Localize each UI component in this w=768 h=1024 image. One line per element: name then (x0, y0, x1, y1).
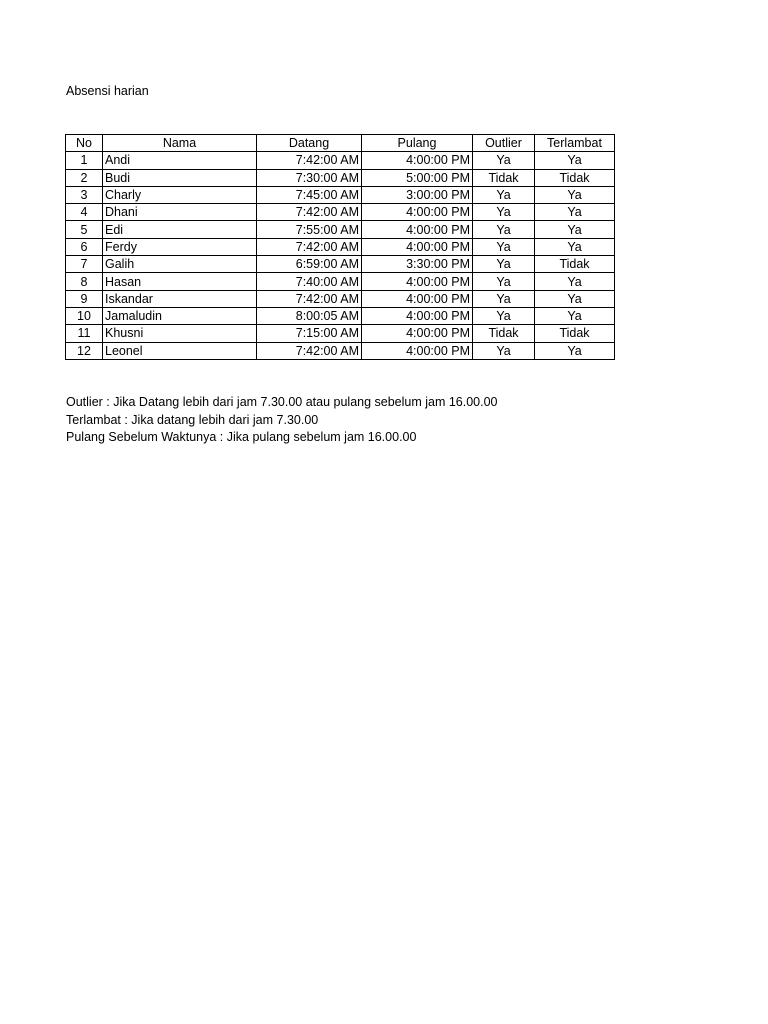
cell-terlambat: Tidak (535, 169, 615, 186)
cell-terlambat: Ya (535, 152, 615, 169)
table-row (66, 152, 615, 169)
cell-terlambat: Tidak (535, 325, 615, 342)
cell-outlier: Ya (473, 290, 535, 307)
cell-no: 3 (66, 186, 103, 203)
table-header-row (66, 135, 615, 152)
cell-terlambat: Ya (535, 238, 615, 255)
cell-outlier: Ya (473, 204, 535, 221)
cell-datang: 7:42:00 AM (257, 342, 362, 359)
cell-no: 4 (66, 204, 103, 221)
cell-datang: 7:42:00 AM (257, 204, 362, 221)
cell-outlier: Ya (473, 238, 535, 255)
cell-outlier: Ya (473, 307, 535, 324)
cell-no: 12 (66, 342, 103, 359)
note-terlambat: Terlambat : Jika datang lebih dari jam 7.30.00 (66, 412, 319, 427)
cell-terlambat: Ya (535, 186, 615, 203)
cell-datang: 7:40:00 AM (257, 273, 362, 290)
table-row (66, 273, 615, 290)
cell-nama: Galih (103, 256, 257, 273)
table-row (66, 186, 615, 203)
cell-pulang: 4:00:00 PM (362, 238, 473, 255)
table-row (66, 204, 615, 221)
cell-datang: 7:55:00 AM (257, 221, 362, 238)
cell-datang: 7:30:00 AM (257, 169, 362, 186)
cell-pulang: 4:00:00 PM (362, 307, 473, 324)
table-row (66, 290, 615, 307)
cell-no: 9 (66, 290, 103, 307)
header-outlier: Outlier (473, 135, 535, 152)
cell-no: 5 (66, 221, 103, 238)
table-row (66, 342, 615, 359)
cell-outlier: Ya (473, 342, 535, 359)
cell-datang: 7:15:00 AM (257, 325, 362, 342)
note-pulang-sebelum-waktunya: Pulang Sebelum Waktunya : Jika pulang sebelum jam 16.00.00 (66, 430, 417, 444)
cell-nama: Charly (103, 186, 257, 203)
cell-terlambat: Ya (535, 221, 615, 238)
cell-terlambat: Ya (535, 204, 615, 221)
table-row (66, 221, 615, 238)
cell-no: 2 (66, 169, 103, 186)
cell-no: 11 (66, 325, 103, 342)
attendance-table (65, 134, 615, 360)
cell-outlier: Tidak (473, 169, 535, 186)
cell-pulang: 4:00:00 PM (362, 273, 473, 290)
cell-nama: Khusni (103, 325, 257, 342)
cell-pulang: 5:00:00 PM (362, 169, 473, 186)
table-row (66, 325, 615, 342)
header-no: No (66, 135, 103, 152)
cell-terlambat: Ya (535, 290, 615, 307)
table-row (66, 169, 615, 186)
table-row (66, 256, 615, 273)
header-pulang: Pulang (362, 135, 473, 152)
cell-nama: Andi (103, 152, 257, 169)
cell-datang: 7:42:00 AM (257, 290, 362, 307)
cell-datang: 8:00:05 AM (257, 307, 362, 324)
header-nama: Nama (103, 135, 257, 152)
cell-pulang: 4:00:00 PM (362, 290, 473, 307)
table-row (66, 307, 615, 324)
cell-no: 8 (66, 273, 103, 290)
cell-pulang: 4:00:00 PM (362, 221, 473, 238)
cell-terlambat: Ya (535, 342, 615, 359)
cell-nama: Dhani (103, 204, 257, 221)
note-outlier: Outlier : Jika Datang lebih dari jam 7.30.00 atau pulang sebelum jam 16.00.00 (66, 395, 498, 409)
cell-nama: Jamaludin (103, 307, 257, 324)
cell-nama: Budi (103, 169, 257, 186)
header-datang: Datang (257, 135, 362, 152)
cell-terlambat: Ya (535, 307, 615, 324)
cell-terlambat: Ya (535, 273, 615, 290)
header-terlambat: Terlambat (535, 135, 615, 152)
page-title: Absensi harian (66, 84, 149, 98)
cell-nama: Leonel (103, 342, 257, 359)
cell-pulang: 3:30:00 PM (362, 256, 473, 273)
cell-nama: Ferdy (103, 238, 257, 255)
cell-nama: Iskandar (103, 290, 257, 307)
cell-outlier: Tidak (473, 325, 535, 342)
cell-datang: 6:59:00 AM (257, 256, 362, 273)
notes-section (66, 394, 498, 447)
cell-outlier: Ya (473, 221, 535, 238)
cell-outlier: Ya (473, 256, 535, 273)
cell-pulang: 4:00:00 PM (362, 152, 473, 169)
cell-outlier: Ya (473, 273, 535, 290)
cell-outlier: Ya (473, 152, 535, 169)
cell-outlier: Ya (473, 186, 535, 203)
cell-terlambat: Tidak (535, 256, 615, 273)
cell-no: 10 (66, 307, 103, 324)
cell-nama: Hasan (103, 273, 257, 290)
cell-no: 1 (66, 152, 103, 169)
cell-datang: 7:45:00 AM (257, 186, 362, 203)
cell-pulang: 4:00:00 PM (362, 342, 473, 359)
cell-no: 7 (66, 256, 103, 273)
cell-no: 6 (66, 238, 103, 255)
cell-nama: Edi (103, 221, 257, 238)
cell-datang: 7:42:00 AM (257, 238, 362, 255)
cell-pulang: 4:00:00 PM (362, 204, 473, 221)
cell-pulang: 4:00:00 PM (362, 325, 473, 342)
cell-datang: 7:42:00 AM (257, 152, 362, 169)
cell-pulang: 3:00:00 PM (362, 186, 473, 203)
table-row (66, 238, 615, 255)
